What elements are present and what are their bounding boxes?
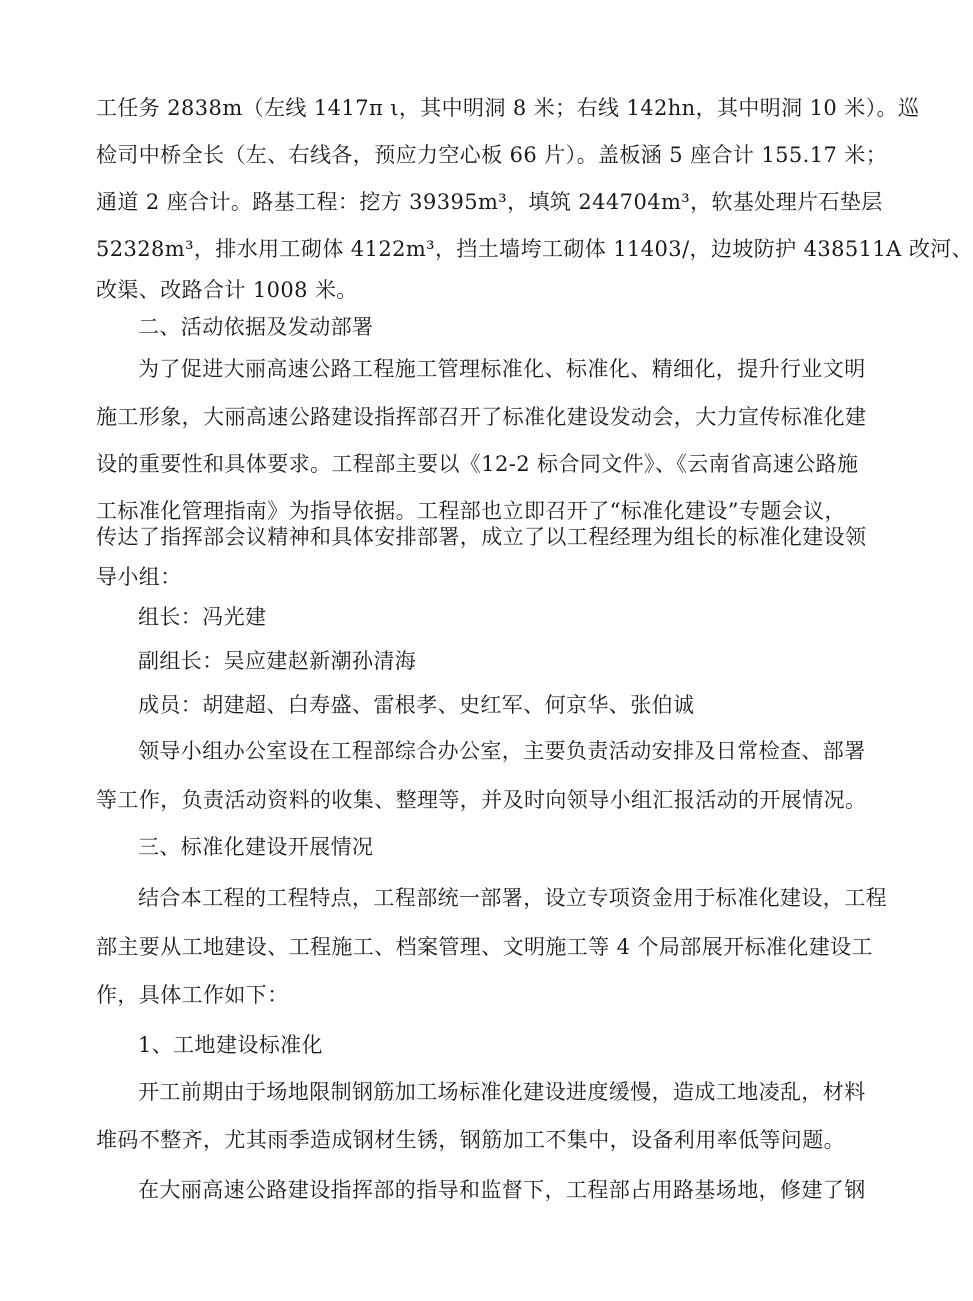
text-line: 为了促进大丽高速公路工程施工管理标准化、标准化、精细化，提升行业文明 bbox=[138, 357, 866, 381]
text-line: 开工前期由于场地限制钢筋加工场标准化建设进度缓慢，造成工地凌乱，材料 bbox=[138, 1080, 866, 1104]
text-line: 作，具体工作如下： bbox=[96, 983, 289, 1007]
text-line: 设的重要性和具体要求。工程部主要以《12-2 标合同文件》、《云南省高速公路施 bbox=[96, 452, 859, 476]
text-line: 部主要从工地建设、工程施工、档案管理、文明施工等 4 个局部展开标准化建设工 bbox=[96, 935, 873, 959]
text-line: 领导小组办公室设在工程部综合办公室，主要负责活动安排及日常检查、部署 bbox=[138, 739, 866, 763]
section-heading: 三、标准化建设开展情况 bbox=[138, 835, 374, 859]
text-line: 传达了指挥部会议精神和具体安排部署，成立了以工程经理为组长的标准化建设领 bbox=[96, 525, 867, 549]
text-line: 成员：胡建超、白寿盛、雷根孝、史红军、何京华、张伯诚 bbox=[138, 693, 695, 717]
text-line: 施工形象，大丽高速公路建设指挥部召开了标准化建设发动会，大力宣传标准化建 bbox=[96, 405, 867, 429]
text-line: 工标准化管理指南》为指导依据。工程部也立即召开了“标准化建设”专题会议， bbox=[96, 499, 846, 523]
text-line: 通道 2 座合计。路基工程：挖方 39395m³，填筑 244704m³，软基处理片石垫层 bbox=[96, 190, 883, 214]
text-line: 在大丽高速公路建设指挥部的指导和监督下，工程部占用路基场地，修建了钢 bbox=[138, 1178, 866, 1202]
text-line: 组长：冯光建 bbox=[138, 605, 267, 629]
subsection-heading: 1、工地建设标准化 bbox=[138, 1033, 323, 1057]
text-line: 工任务 2838m（左线 1417π ι，其中明洞 8 米；右线 142hn，其中明洞 10 米）。巡 bbox=[96, 96, 920, 120]
text-line: 改渠、改路合计 1008 米。 bbox=[96, 278, 358, 302]
text-line: 等工作，负责活动资料的收集、整理等，并及时向领导小组汇报活动的开展情况。 bbox=[96, 788, 867, 812]
text-line: 检司中桥全长（左、右线各，预应力空心板 66 片）。盖板涵 5 座合计 155.17 米； bbox=[96, 143, 888, 167]
text-line: 副组长：吴应建赵新潮孙清海 bbox=[138, 649, 417, 673]
section-heading: 二、活动依据及发动部署 bbox=[138, 315, 374, 339]
text-line: 结合本工程的工程特点，工程部统一部署，设立专项资金用于标准化建设，工程 bbox=[138, 886, 887, 910]
text-line: 堆码不整齐，尤其雨季造成钢材生锈，钢筋加工不集中，设备利用率低等问题。 bbox=[96, 1128, 845, 1152]
text-line: 导小组： bbox=[96, 565, 182, 589]
text-line: 52328m³，排水用工砌体 4122m³，挡土墙垮工砌体 11403/，边坡防护 438511A 改河、 bbox=[96, 237, 973, 261]
